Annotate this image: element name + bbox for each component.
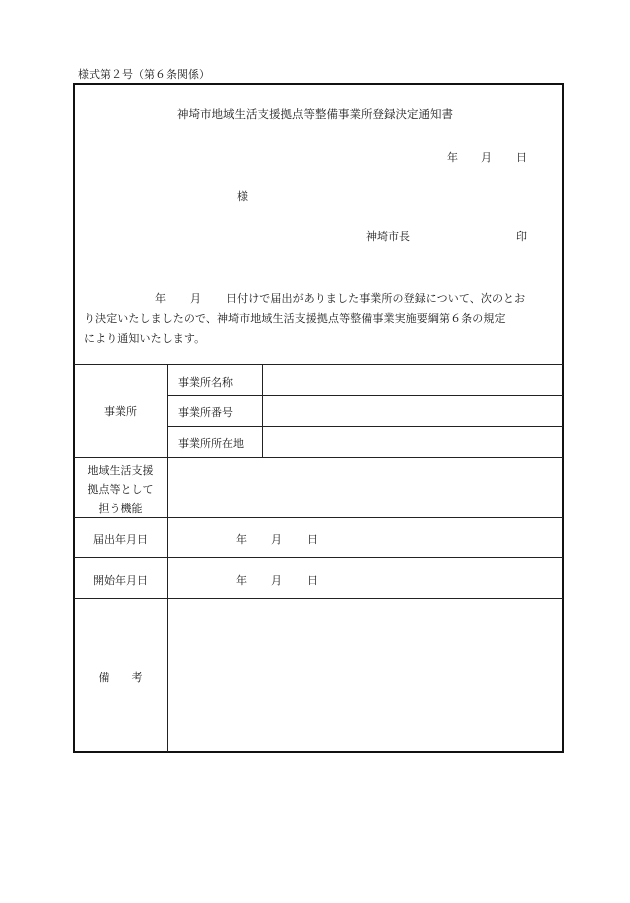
function-label-line-1: 地域生活支援 <box>87 464 154 477</box>
seal-mark: 印 <box>516 230 527 243</box>
start-date-day: 日 <box>307 574 318 587</box>
issuer-name: 神埼市長 <box>366 230 410 243</box>
office-row-divider-2 <box>167 426 563 427</box>
recipient-honorific: 様 <box>237 190 248 203</box>
remarks-label: 備 考 <box>98 671 143 684</box>
body-month-label: 月 <box>190 292 202 305</box>
label-column-divider <box>167 364 168 752</box>
office-section-bottom-rule <box>74 457 563 458</box>
notification-row-bottom-rule <box>74 557 563 558</box>
office-row-divider-1 <box>167 395 563 396</box>
notification-date-year: 年 <box>236 533 247 546</box>
office-address-label: 事業所所在地 <box>178 437 244 450</box>
start-date-year: 年 <box>236 574 247 587</box>
issue-date-month-label: 月 <box>481 151 492 164</box>
document-title: 神埼市地域生活支援拠点等整備事業所登録決定通知書 <box>177 107 453 121</box>
body-year-label: 年 <box>155 292 167 305</box>
body-text-line-1 <box>0 290 630 306</box>
office-number-label: 事業所番号 <box>178 406 233 419</box>
table-top-rule <box>74 364 563 365</box>
function-row-bottom-rule <box>74 517 563 518</box>
start-date-label: 開始年月日 <box>93 574 148 587</box>
body-text-line-1-rest: 日付けで届出がありました事業所の登録について、次のとお <box>226 292 526 305</box>
body-text-line-3: により通知いたします。 <box>84 332 206 345</box>
form-number: 様式第２号（第６条関係） <box>78 68 210 81</box>
notification-date-month: 月 <box>271 533 282 546</box>
function-label-line-3: 担う機能 <box>98 502 143 515</box>
issue-date-day-label: 日 <box>516 151 527 164</box>
function-label-line-2: 拠点等として <box>87 483 154 496</box>
office-section-label: 事業所 <box>104 405 137 418</box>
office-name-label: 事業所名称 <box>178 376 233 389</box>
body-text-line-2: り決定いたしましたので、神埼市地域生活支援拠点等整備事業実施要綱第６条の規定 <box>84 312 506 325</box>
notification-date-label: 届出年月日 <box>93 533 148 546</box>
issue-date-year-label: 年 <box>447 151 458 164</box>
start-date-month: 月 <box>271 574 282 587</box>
notification-date-day: 日 <box>307 533 318 546</box>
office-subcolumn-divider <box>262 364 263 457</box>
start-row-bottom-rule <box>74 598 563 599</box>
